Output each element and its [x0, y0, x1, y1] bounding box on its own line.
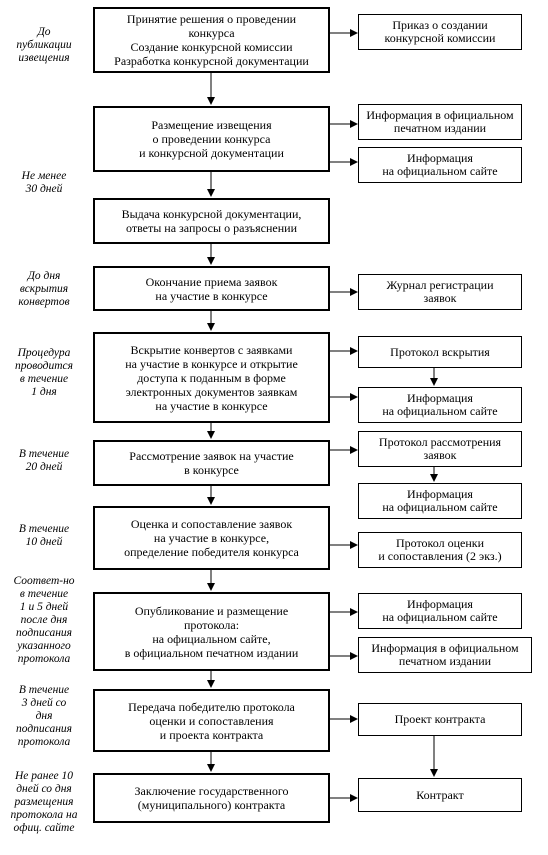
timing-label: В течение 20 дней	[18, 448, 70, 473]
timing-label: Не ранее 10 дней со дня размещения протокола на офиц. сайте	[10, 770, 78, 834]
output-document: Информация на официальном сайте	[358, 147, 522, 183]
timing-label: В течение 10 дней	[18, 523, 70, 548]
output-document: Контракт	[358, 778, 522, 812]
timing-label: Процедура проводится в течение 1 дня	[14, 347, 73, 398]
process-step: Заключение государственного (муниципального) контракта	[93, 773, 330, 823]
output-document: Информация в официальном печатном издании	[358, 104, 522, 140]
output-document: Приказ о создании конкурсной комиссии	[358, 14, 522, 50]
output-document: Проект контракта	[358, 703, 522, 736]
output-document: Протокол оценки и сопоставления (2 экз.)	[358, 532, 522, 568]
output-document: Протокол рассмотрения заявок	[358, 431, 522, 467]
timing-label: Соответ-но в течение 1 и 5 дней после дня подписания указанного протокола	[13, 575, 75, 665]
timing-label: До дня вскрытия конвертов	[18, 270, 70, 308]
process-step: Размещение извещения о проведении конкурса и конкурсной документации	[93, 106, 330, 172]
output-document: Информация на официальном сайте	[358, 593, 522, 629]
process-step: Окончание приема заявок на участие в конкурсе	[93, 266, 330, 311]
process-step: Рассмотрение заявок на участие в конкурсе	[93, 440, 330, 486]
output-document: Информация в официальном печатном издании	[358, 637, 532, 673]
process-step: Опубликование и размещение протокола: на официальном сайте, в официальном печатном издании	[93, 592, 330, 671]
process-step: Оценка и сопоставление заявок на участие в конкурсе, определение победителя конкурса	[93, 506, 330, 570]
process-step: Выдача конкурсной документации, ответы на запросы о разъяснении	[93, 198, 330, 244]
process-step: Передача победителю протокола оценки и сопоставления и проекта контракта	[93, 689, 330, 752]
process-step: Вскрытие конвертов с заявками на участие в конкурсе и открытие доступа к поданным в форме электронных документов заявкам на участие в конкурсе	[93, 332, 330, 423]
output-document: Информация на официальном сайте	[358, 387, 522, 423]
process-step: Принятие решения о проведении конкурса Создание конкурсной комиссии Разработка конкурсной документации	[93, 7, 330, 73]
output-document: Журнал регистрации заявок	[358, 274, 522, 310]
timing-label: Не менее 30 дней	[21, 170, 67, 195]
output-document: Информация на официальном сайте	[358, 483, 522, 519]
timing-label: До публикации извещения	[16, 26, 72, 64]
timing-label: В течение 3 дней со дня подписания протокола	[15, 684, 73, 748]
output-document: Протокол вскрытия	[358, 336, 522, 368]
